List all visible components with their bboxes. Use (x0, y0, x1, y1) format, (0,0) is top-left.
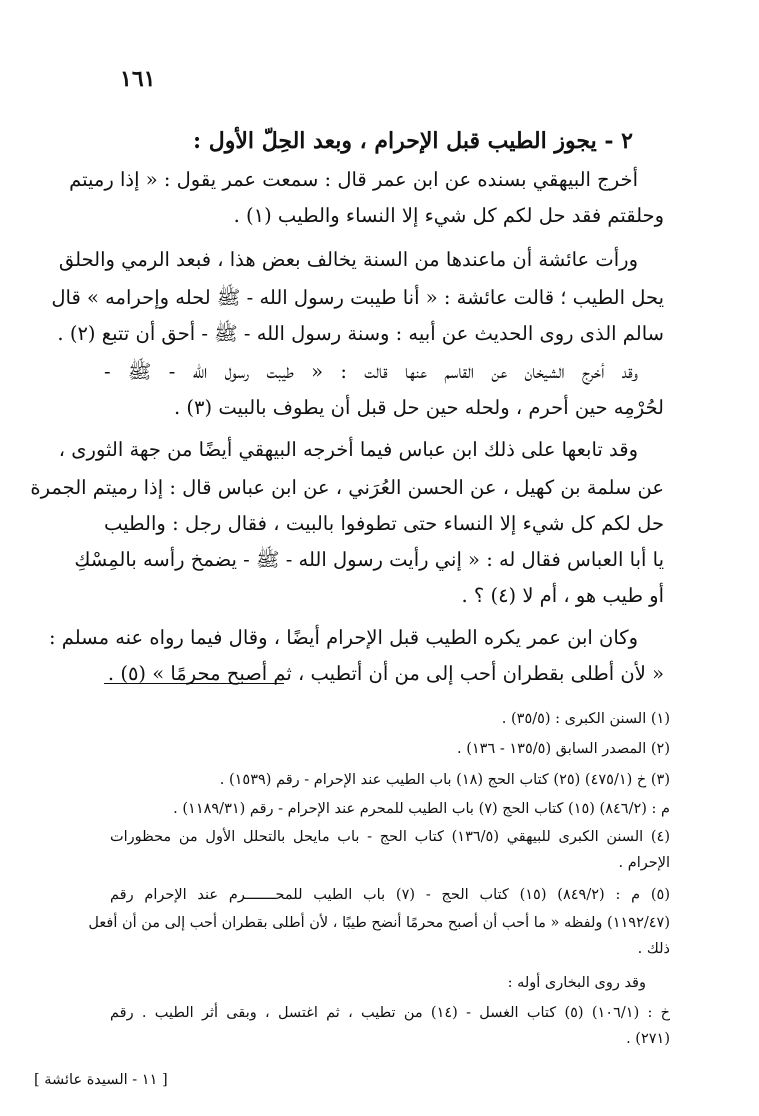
footnote-divider (104, 683, 284, 684)
footnote: (٥) م : (٨٤٩/٢) (١٥) كتاب الحج - (٧) باب الطيب للمحـــــــرم عند الإحرام رقم (110, 887, 670, 903)
text-line: « لأن أطلى بقطران أحب إلى من أن أتطيب ، ثم أصبح محرمًا » (٥) . (107, 662, 664, 685)
footnote: خ : (١٠٦/١) (٥) كتاب الغسل - (١٤) من تطيب ، ثم اغتسل ، وبقى أثر الطيب . رقم (110, 1005, 670, 1021)
section-heading: ٢ - يجوز الطيب قبل الإحرام ، وبعد الحِلّ الأول : (193, 128, 633, 154)
text-line: وقد تابعها على ذلك ابن عباس فيما أخرجه البيهقي أيضًا من جهة الثورى ، (58, 438, 638, 461)
footnote: ذلك . (637, 941, 670, 957)
footnote: (١) السنن الكبرى : (٣٥/٥) . (501, 711, 670, 727)
text-line: يحل الطيب ؛ قالت عائشة : « أنا طيبت رسول الله - ﷺ لحله وإحرامه » قال (51, 286, 664, 309)
text-line: وكان ابن عمر يكره الطيب قبل الإحرام أيضًا ، وقال فيما رواه عنه مسلم : (48, 626, 638, 649)
text-line: سالم الذى روى الحديث عن أبيه : وسنة رسول الله - ﷺ - أحق أن تتبع (٢) . (57, 322, 664, 345)
footnote: (٢) المصدر السابق (١٣٥/٥ - ١٣٦) . (457, 741, 670, 757)
page-number: ١٦١ (120, 66, 156, 92)
text-line: وحلقتم فقد حل لكم كل شيء إلا النساء والطيب (١) . (233, 204, 664, 227)
text-line: وقد أخرج الشيخان عن القاسم عنها قالت : « طيبت رسول الله - ﷺ - (104, 360, 638, 383)
text-line: أو طيب هو ، أم لا (٤) ؟ . (461, 584, 664, 607)
footnote: الإحرام . (618, 855, 670, 871)
footnote: (٣) خ (٤٧٥/١) (٢٥) كتاب الحج (١٨) باب الطيب عند الإحرام - رقم (١٥٣٩) . (219, 772, 670, 788)
page-signature: [ ١١ - السيدة عائشة ] (34, 1072, 168, 1088)
footnote: وقد روى البخارى أوله : (507, 975, 646, 991)
text-line: يا أبا العباس فقال له : « إني رأيت رسول الله - ﷺ - يضمخ رأسه بالمِسْكِ (74, 548, 664, 571)
footnote: (٤) السنن الكبرى للبيهقي (١٣٦/٥) كتاب الحج - باب مايحل بالتحلل الأول من محظورات (110, 829, 670, 845)
footnote: م : (٨٤٦/٢) (١٥) كتاب الحج (٧) باب الطيب للمحرم عند الإحرام - رقم (١١٨٩/٣١) . (173, 801, 670, 817)
text-line: ورأت عائشة أن ماعندها من السنة يخالف بعض هذا ، فبعد الرمي والحلق (58, 248, 638, 271)
text-line: عن سلمة بن كهيل ، عن الحسن العُرَني ، عن ابن عباس قال : إذا رميتم الجمرة (30, 476, 664, 499)
text-line: أخرج البيهقي بسنده عن ابن عمر قال : سمعت عمر يقول : « إذا رميتم (69, 168, 638, 191)
footnote: (٢٧١) . (626, 1031, 670, 1047)
text-line: لحُرْمِه حين أحرم ، ولحله حين حل قبل أن يطوف بالبيت (٣) . (174, 396, 664, 419)
footnote: (١١٩٢/٤٧) ولفظه « ما أحب أن أصبح محرمًا أنضح طيبًا ، لأن أطلى بقطران أحب إلى من أن أفعل (88, 915, 670, 931)
text-line: حل لكم كل شيء إلا النساء حتى تطوفوا بالبيت ، فقال رجل : والطيب (104, 512, 664, 535)
